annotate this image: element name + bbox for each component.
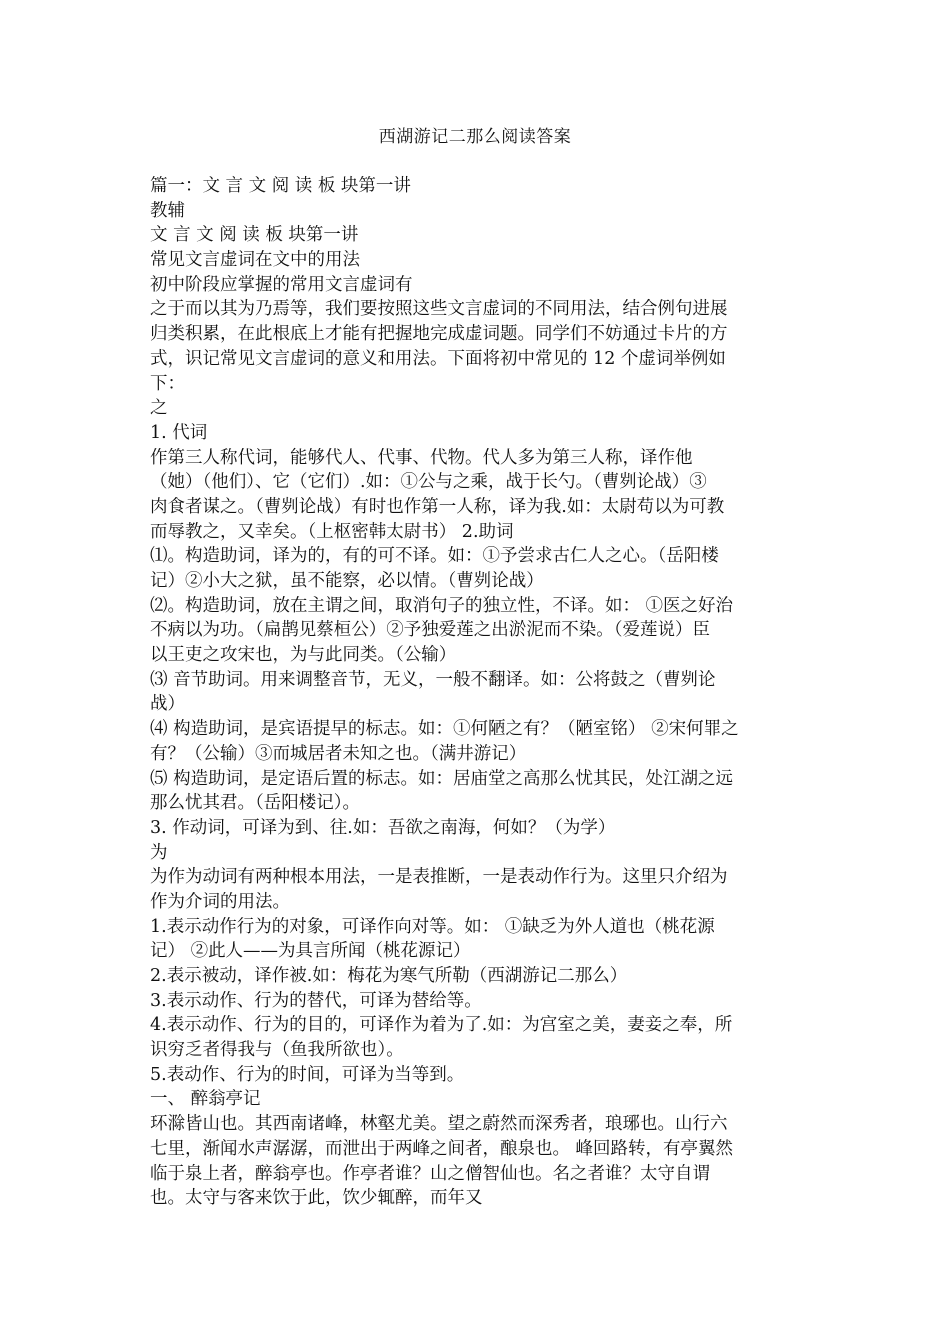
text-line: 临于泉上者，醉翁亭也。作亭者谁？山之僧智仙也。名之者谁？太守自谓 bbox=[150, 1163, 710, 1184]
text-line: ⑴。构造助词，译为的，有的可不译。如：①予尝求古仁人之心。（岳阳楼 bbox=[150, 546, 719, 567]
text-line: 1.表示动作行为的对象，可译作向对等。如： ①缺乏为外人道也（桃花源 bbox=[150, 916, 715, 937]
text-line: 3. 作动词，可译为到、往.如：吾欲之南海，何如？（为学） bbox=[150, 817, 616, 838]
text-line: 教辅 bbox=[150, 200, 185, 221]
text-line: 以王吏之攻宋也，为与此同类。（公输） bbox=[150, 645, 457, 666]
text-line: 肉食者谋之。（曹刿论战）有时也作第一人称，译为我.如：太尉苟以为可教 bbox=[150, 496, 725, 517]
text-line: 为 bbox=[150, 842, 168, 863]
text-line: 3.表示动作、行为的替代，可译为替给等。 bbox=[150, 990, 482, 1011]
text-line: 下： bbox=[150, 373, 185, 394]
text-line: ⑸ 构造助词，是定语后置的标志。如：居庙堂之高那么忧其民，处江湖之远 bbox=[150, 768, 734, 789]
text-line: 4.表示动作、行为的目的，可译作为着为了.如：为宫室之美，妻妾之奉，所 bbox=[150, 1015, 733, 1036]
text-line: 不病以为功。（扁鹊见蔡桓公）②予独爱莲之出淤泥而不染。（爱莲说）臣 bbox=[150, 620, 710, 641]
document-title: 西湖游记二那么阅读答案 bbox=[378, 127, 572, 147]
text-line: 2.表示被动，译作被.如：梅花为寒气所勒（西湖游记二那么） bbox=[150, 966, 628, 986]
text-line: 式，识记常见文言虚词的意义和用法。下面将初中常见的 12 个虚词举例如 bbox=[150, 348, 726, 369]
text-line: 为作为动词有两种根本用法，一是表推断，一是表动作行为。这里只介绍为 bbox=[150, 867, 728, 888]
text-line: 识穷乏者得我与（鱼我所欲也）。 bbox=[150, 1040, 404, 1061]
text-line: 而辱教之，又幸矣。（上枢密韩太尉书） 2.助词 bbox=[150, 521, 514, 542]
text-line: ⑷ 构造助词，是宾语提早的标志。如：①何陋之有？（陋室铭） ②宋何罪之 bbox=[150, 719, 739, 740]
text-line: 记） ②此人——为具言所闻（桃花源记） bbox=[150, 941, 471, 962]
text-line: 篇一：文 言 文 阅 读 板 块第一讲 bbox=[150, 176, 411, 196]
text-line: 记）②小大之狱，虽不能察，必以情。（曹刿论战） bbox=[150, 571, 544, 591]
text-line: 文 言 文 阅 读 板 块第一讲 bbox=[150, 225, 359, 246]
text-line: 作为介词的用法。 bbox=[150, 891, 290, 912]
text-line: 1. 代词 bbox=[150, 422, 208, 443]
text-line: 之于而以其为乃焉等，我们要按照这些文言虚词的不同用法，结合例句进展 bbox=[150, 299, 728, 320]
text-line: 七里，渐闻水声潺潺，而泄出于两峰之间者，酿泉也。 峰回路转，有亭翼然 bbox=[150, 1138, 734, 1159]
text-line: ⑶ 音节助词。用来调整音节，无义，一般不翻译。如：公将鼓之（曹刿论 bbox=[150, 669, 716, 690]
text-line: 5.表动作、行为的时间，可译为当等到。 bbox=[150, 1064, 465, 1085]
text-line: 战） bbox=[150, 694, 185, 715]
text-line: 之 bbox=[150, 398, 168, 419]
text-line: ⑵。构造助词，放在主谓之间，取消句子的独立性，不译。如： ①医之好治 bbox=[150, 595, 734, 616]
text-line: （她）（他们）、它（它们）.如：①公与之乘，战于长勺。（曹刿论战）③ bbox=[150, 472, 707, 493]
text-line: 有？（公输）③而城居者未知之也。（满井游记） bbox=[150, 743, 527, 764]
text-line: 环滁皆山也。其西南诸峰，林壑尤美。望之蔚然而深秀者，琅琊也。山行六 bbox=[150, 1114, 728, 1135]
document-body bbox=[150, 174, 810, 1211]
text-line: 也。太守与客来饮于此，饮少辄醉，而年又 bbox=[150, 1188, 483, 1209]
text-line: 常见文言虚词在文中的用法 bbox=[150, 250, 360, 271]
text-line: 初中阶段应掌握的常用文言虚词有 bbox=[150, 274, 413, 295]
text-line: 归类积累，在此根底上才能有把握地完成虚词题。同学们不妨通过卡片的方 bbox=[150, 324, 728, 345]
text-line: 一、 醉翁亭记 bbox=[150, 1089, 261, 1110]
text-line: 作第三人称代词，能够代人、代事、代物。代人多为第三人称，译作他 bbox=[150, 447, 693, 468]
text-line: 那么忧其君。（岳阳楼记）。 bbox=[150, 793, 360, 814]
